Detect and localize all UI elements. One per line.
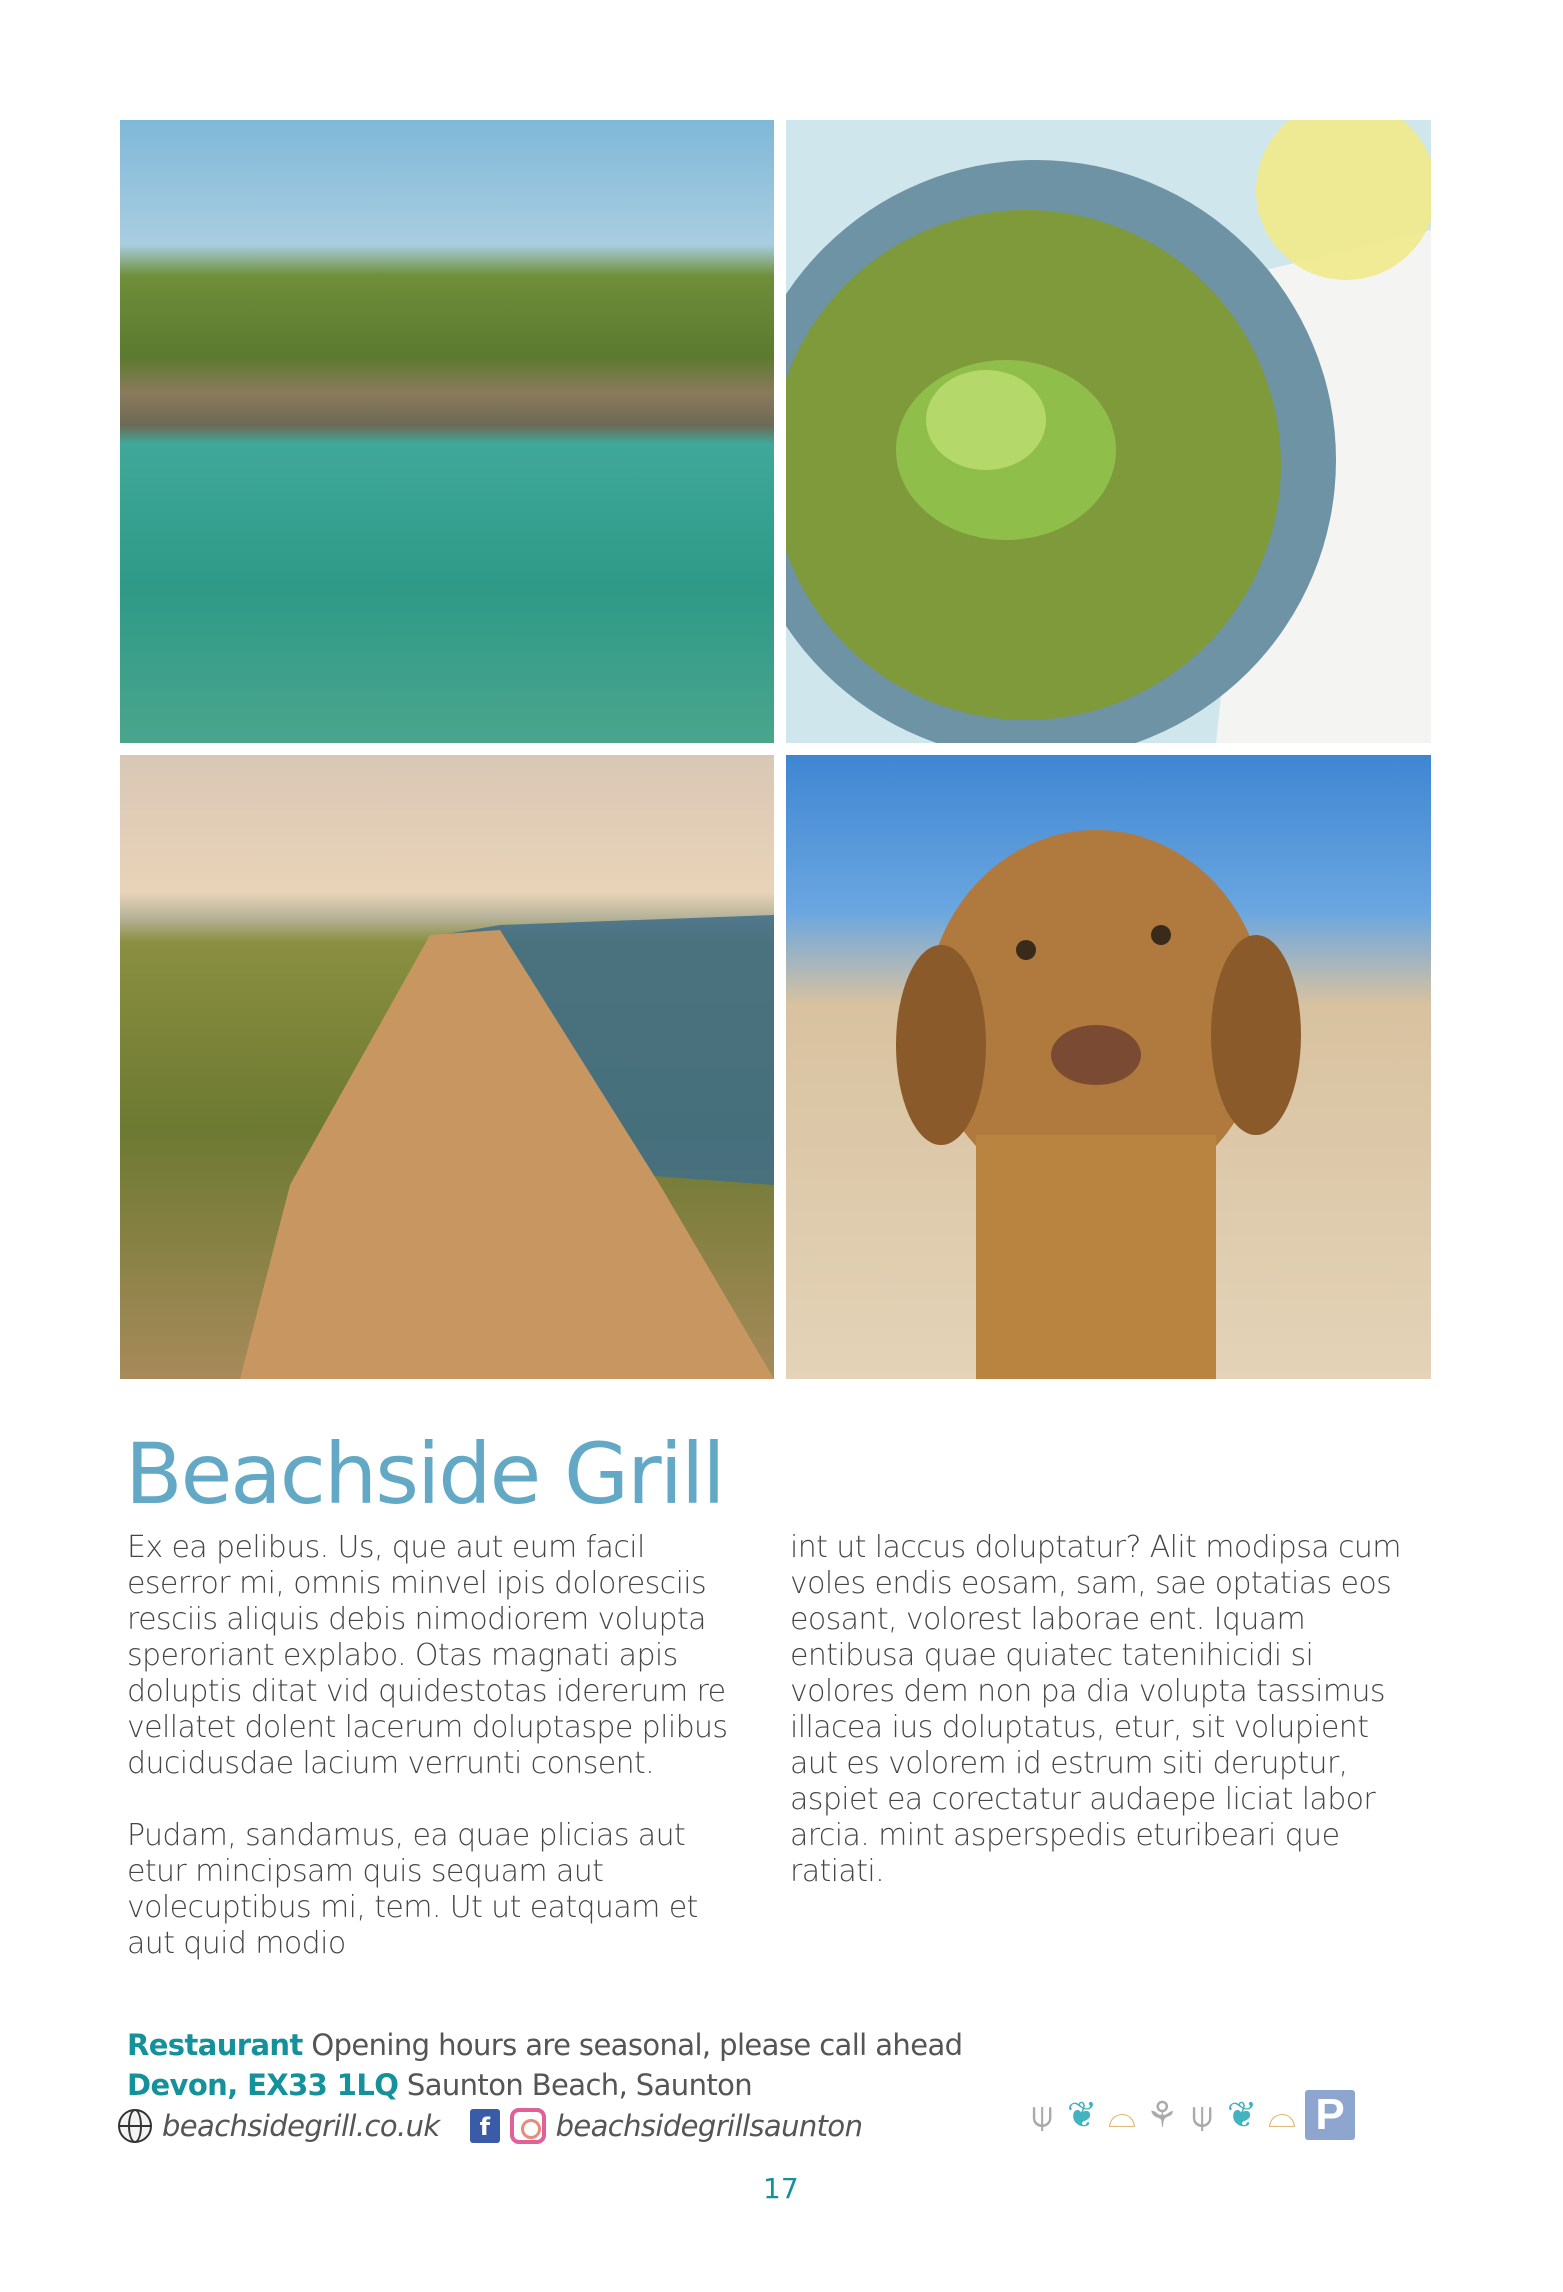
opening-hours — [127, 2028, 962, 2062]
photo-coastline-paddleboarders — [120, 120, 774, 743]
beach-illustration — [120, 755, 774, 1379]
body-column-right — [790, 1530, 1410, 1926]
instagram-icon[interactable] — [510, 2108, 546, 2144]
parking-icon: P — [1305, 2090, 1355, 2140]
social-handle-link[interactable]: beachsidegrillsaunton — [555, 2109, 863, 2143]
photo-labrador-dog — [786, 755, 1431, 1379]
pineapple-icon: ⍦ — [1191, 2094, 1213, 2135]
pineapple-icon: ⍦ — [1031, 2094, 1053, 2135]
contact-links — [118, 2108, 862, 2144]
opening-hours-text: Opening hours are seasonal, please call ahead — [311, 2028, 963, 2062]
shell-icon: ⌓ — [1107, 2094, 1137, 2135]
page-title: Beachside Grill — [125, 1425, 724, 1523]
website-link[interactable]: beachsidegrill.co.uk — [162, 2109, 440, 2143]
amenity-icons — [1025, 2090, 1355, 2140]
paragraph: int ut laccus doluptatur? Alit modipsa cum voles endis eosam, sam, sae optatias eos eosant, volorest laborae ent. Iquam entibusa quae quiatec tatenihicidi si volores dem non pa dia volupta tassimus illacea ius doluptatus, etur, sit volupient aut es volorem id estrum siti deruptur, aspiet ea corectatur audaepe liciat labor arcia. mint asperspedis eturibeari que ratiati. — [790, 1530, 1401, 1889]
body-column-left — [127, 1530, 747, 1998]
address-text: Saunton Beach, Saunton — [406, 2068, 753, 2102]
shell-icon: ⌓ — [1267, 2094, 1297, 2135]
photo-aerial-beach — [120, 755, 774, 1379]
paragraph: Ex ea pelibus. Us, que aut eum facil eserror mi, omnis minvel ipis doloresciis resciis aliquis debis nimodiorem volupta speroriant explabo. Otas magnati apis doluptis ditat vid quidestotas idererum re vellatet dolent lacerum doluptaspe plibus ducidusdae lacium verrunti consent. — [127, 1530, 728, 1781]
page-number: 17 — [763, 2172, 799, 2205]
palm-leaf-icon: ⚘ — [1145, 2094, 1179, 2135]
postcode-label: Devon, EX33 1LQ — [127, 2068, 399, 2102]
restaurant-label: Restaurant — [127, 2028, 303, 2062]
address — [127, 2068, 752, 2102]
paragraph: Pudam, sandamus, ea quae plicias aut etur mincipsam quis sequam aut volecuptibus mi, tem. Ut ut eatquam et aut quid modio — [127, 1818, 698, 1961]
dog-illustration — [786, 755, 1431, 1379]
globe-icon — [118, 2109, 152, 2143]
facebook-icon[interactable]: f — [470, 2109, 500, 2143]
photo-green-curry-dish — [786, 120, 1431, 743]
monstera-leaf-icon: ❦ — [1066, 2094, 1098, 2135]
monstera-leaf-icon: ❦ — [1226, 2094, 1258, 2135]
curry-bowl-illustration — [786, 120, 1431, 743]
